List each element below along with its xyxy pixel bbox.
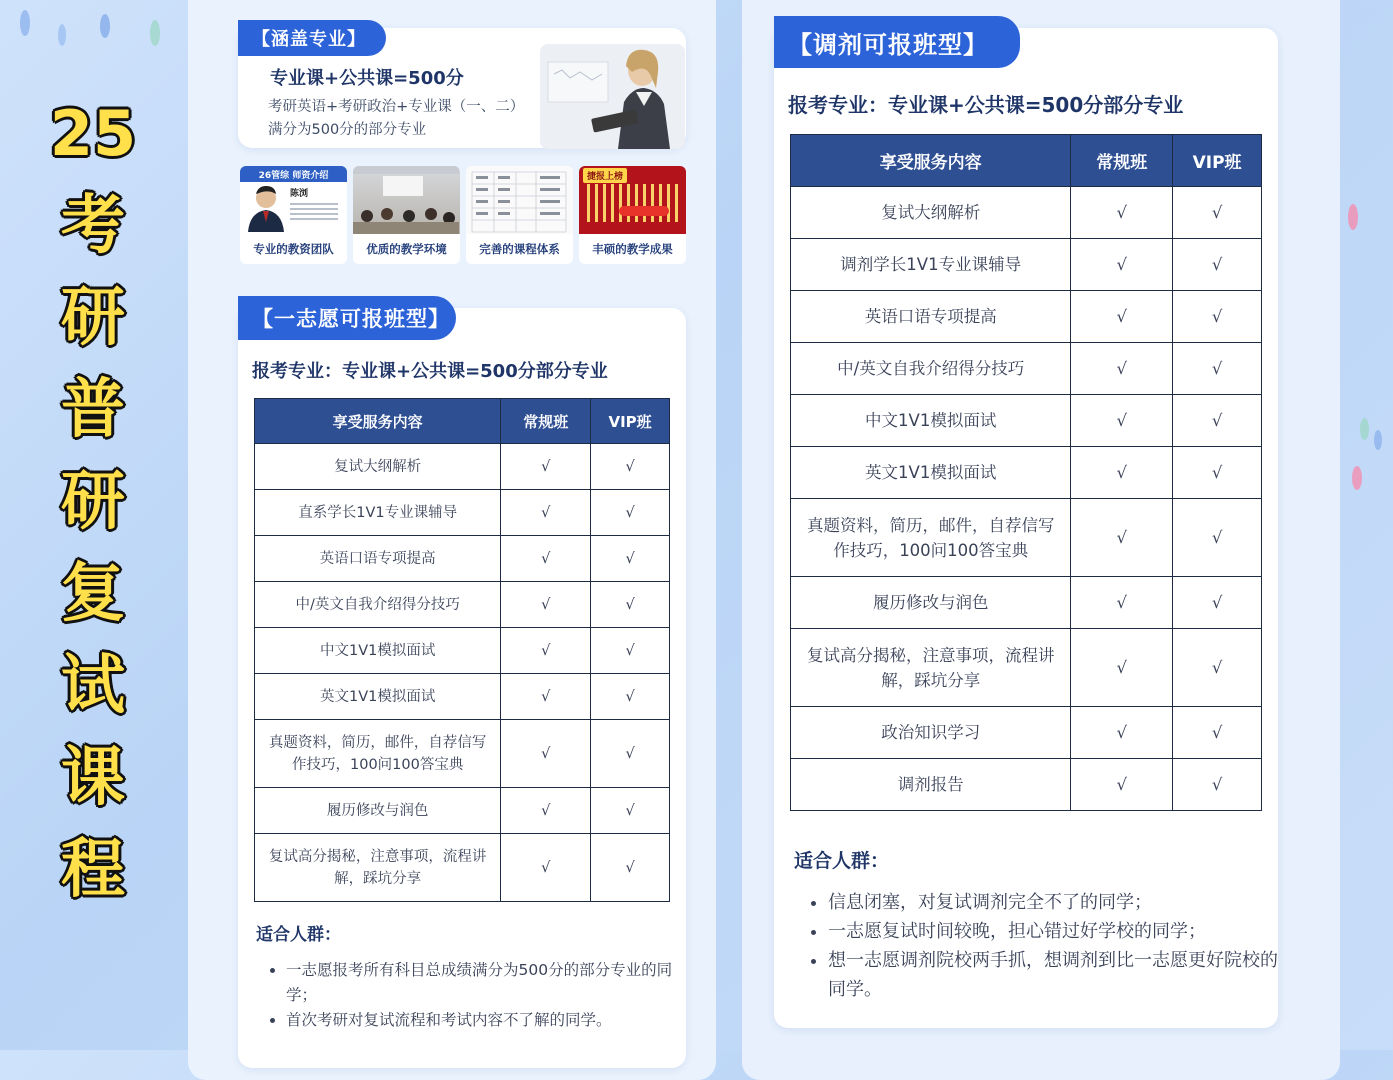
service-item: 真题资料，简历，邮件，自荐信写作技巧，100问100答宝典 [791, 499, 1071, 577]
decor-dot [1374, 430, 1382, 450]
check-mark: √ [1071, 759, 1173, 811]
teacher-photo [540, 44, 685, 149]
decor-dot [58, 24, 66, 46]
check-mark: √ [501, 536, 591, 582]
service-item: 调剂学长1V1专业课辅导 [791, 239, 1071, 291]
thumb-environment [353, 166, 460, 264]
coverage-title: 专业课+公共课=500分 [270, 68, 464, 89]
service-item: 中/英文自我介绍得分技巧 [255, 582, 501, 628]
service-item: 政治知识学习 [791, 707, 1071, 759]
list-item: • 想一志愿调剂院校两手抓，想调剂到比一志愿更好院校的同学。 [828, 946, 1290, 1004]
coverage-desc: 考研英语+考研政治+专业课（一、二）满分为500分的部分专业 [268, 99, 518, 138]
check-mark: √ [1173, 707, 1262, 759]
adjustment-service-table [790, 134, 1262, 811]
teacher-name: 陈浏 [290, 189, 309, 199]
adjustment-subtitle: 报考专业：专业课+公共课=500分部分专业 [788, 93, 1184, 117]
list-item: • 信息闭塞，对复试调剂完全不了的同学； [828, 888, 1290, 917]
column-header: VIP班 [1173, 135, 1262, 187]
check-mark: √ [1173, 447, 1262, 499]
check-mark: √ [1071, 291, 1173, 343]
check-mark: √ [1071, 187, 1173, 239]
check-mark: √ [591, 834, 670, 902]
service-item: 英语口语专项提高 [255, 536, 501, 582]
service-item: 复试大纲解析 [255, 444, 501, 490]
check-mark: √ [1173, 343, 1262, 395]
list-item: • 一志愿复试时间较晚，担心错过好学校的同学； [828, 917, 1290, 946]
service-item: 履历修改与润色 [791, 577, 1071, 629]
title-char: 25 [49, 97, 137, 170]
service-item: 履历修改与润色 [255, 788, 501, 834]
service-item: 复试高分揭秘，注意事项，流程讲解，踩坑分享 [255, 834, 501, 902]
service-item: 英文1V1模拟面试 [255, 674, 501, 720]
title-char: 研 [61, 465, 125, 539]
thumb-caption: 丰硕的教学成果 [592, 242, 673, 256]
service-item: 英语口语专项提高 [791, 291, 1071, 343]
title-char: 普 [61, 373, 125, 447]
service-item: 中文1V1模拟面试 [255, 628, 501, 674]
right-suit-list [806, 888, 1290, 1004]
check-mark: √ [1071, 499, 1173, 577]
check-mark: √ [1071, 707, 1173, 759]
service-item: 复试高分揭秘，注意事项，流程讲解，踩坑分享 [791, 629, 1071, 707]
service-item: 调剂报告 [791, 759, 1071, 811]
left-suit-list [264, 958, 698, 1033]
check-mark: √ [591, 628, 670, 674]
check-mark: √ [1173, 629, 1262, 707]
thumb-teachers [240, 166, 347, 264]
column-header: VIP班 [591, 399, 670, 444]
check-mark: √ [591, 788, 670, 834]
check-mark: √ [501, 834, 591, 902]
adjustment-tag: 【调剂可报班型】 [774, 16, 1020, 68]
check-mark: √ [591, 720, 670, 788]
thumb-caption: 专业的教资团队 [253, 242, 334, 256]
check-mark: √ [501, 674, 591, 720]
service-item: 英文1V1模拟面试 [791, 447, 1071, 499]
check-mark: √ [1071, 447, 1173, 499]
title-char: 课 [61, 741, 125, 815]
first-choice-service-table [254, 398, 670, 902]
check-mark: √ [1173, 577, 1262, 629]
thumb-header: 26管综 师资介绍 [240, 166, 347, 182]
decor-dot [150, 20, 160, 46]
service-item: 中/英文自我介绍得分技巧 [791, 343, 1071, 395]
check-mark: √ [1071, 395, 1173, 447]
check-mark: √ [591, 444, 670, 490]
decor-dot [1348, 204, 1358, 230]
column-header: 常规班 [1071, 135, 1173, 187]
check-mark: √ [501, 490, 591, 536]
feature-thumbnails [240, 166, 686, 264]
check-mark: √ [591, 490, 670, 536]
check-mark: √ [1071, 343, 1173, 395]
column-header: 享受服务内容 [791, 135, 1071, 187]
thumb-results [579, 166, 686, 264]
check-mark: √ [1173, 395, 1262, 447]
right-suit-title: 适合人群： [794, 850, 890, 872]
column-header: 享受服务内容 [255, 399, 501, 444]
check-mark: √ [1173, 239, 1262, 291]
service-item: 中文1V1模拟面试 [791, 395, 1071, 447]
title-char: 复 [61, 557, 125, 631]
first-choice-subtitle: 报考专业：专业课+公共课=500分部分专业 [252, 361, 608, 382]
decor-dot [1360, 418, 1369, 440]
left-suit-title: 适合人群： [256, 925, 341, 945]
title-char: 程 [61, 833, 125, 907]
decor-dot [1352, 466, 1362, 490]
thumb-curriculum [466, 166, 573, 264]
decor-dot [100, 14, 110, 38]
title-char: 研 [61, 281, 125, 355]
check-mark: √ [1071, 629, 1173, 707]
service-item: 真题资料，简历，邮件，自荐信写作技巧，100问100答宝典 [255, 720, 501, 788]
check-mark: √ [1173, 187, 1262, 239]
check-mark: √ [501, 720, 591, 788]
thumb-caption: 完善的课程体系 [479, 242, 560, 256]
title-char: 考 [61, 189, 125, 263]
decor-dot [20, 10, 30, 36]
list-item: • 首次考研对复试流程和考试内容不了解的同学。 [286, 1008, 698, 1033]
check-mark: √ [591, 582, 670, 628]
service-item: 复试大纲解析 [791, 187, 1071, 239]
check-mark: √ [501, 444, 591, 490]
check-mark: √ [1173, 499, 1262, 577]
check-mark: √ [501, 582, 591, 628]
check-mark: √ [501, 628, 591, 674]
coverage-tag: 【涵盖专业】 [238, 20, 386, 56]
vertical-title [38, 88, 148, 916]
column-header: 常规班 [501, 399, 591, 444]
thumb-header: 捷报上榜 [583, 168, 627, 183]
check-mark: √ [1173, 291, 1262, 343]
service-item: 直系学长1V1专业课辅导 [255, 490, 501, 536]
check-mark: √ [501, 788, 591, 834]
check-mark: √ [1173, 759, 1262, 811]
check-mark: √ [591, 674, 670, 720]
list-item: • 一志愿报考所有科目总成绩满分为500分的部分专业的同学； [286, 958, 698, 1008]
title-char: 试 [61, 649, 125, 723]
first-choice-tag: 【一志愿可报班型】 [238, 296, 456, 340]
thumb-caption: 优质的教学环境 [366, 242, 447, 256]
check-mark: √ [1071, 239, 1173, 291]
check-mark: √ [1071, 577, 1173, 629]
check-mark: √ [591, 536, 670, 582]
